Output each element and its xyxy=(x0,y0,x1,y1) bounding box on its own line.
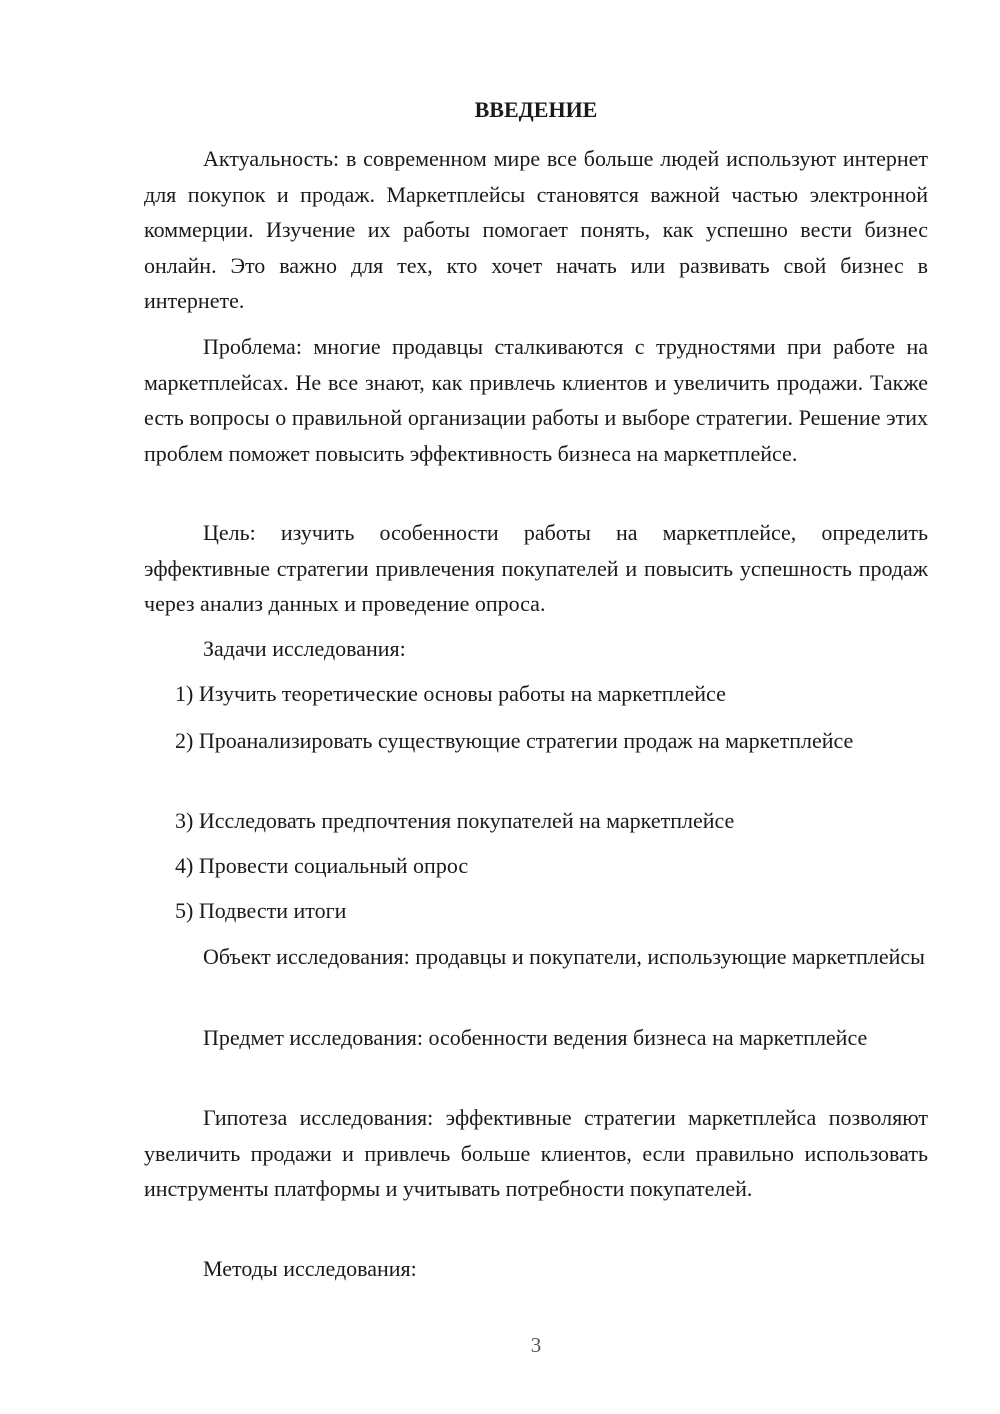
section-title: ВВЕДЕНИЕ xyxy=(474,97,598,122)
task-item-4: 4) Провести социальный опрос xyxy=(175,853,469,878)
paragraph-object: Объект исследования: продавцы и покупатели, использующие маркетплейсы xyxy=(203,944,925,969)
task-item-5: 5) Подвести итоги xyxy=(175,898,347,923)
paragraph-hypothesis: Гипотеза исследования: эффективные стратегии маркетплейса позволяют увеличить продажи и привлечь больше клиентов, если правильно использовать инструменты платформы и учитывать потребности покупателей. xyxy=(144,1105,928,1201)
task-item-2: 2) Проанализировать существующие стратегии продаж на маркетплейсе xyxy=(175,728,854,753)
paragraph-problem: Проблема: многие продавцы сталкиваются с трудностями при работе на маркетплейсах. Не все знают, как привлечь клиентов и увеличить продажи. Также есть вопросы о правильной организации работы и выборе стратегии. Решение этих проблем поможет повысить эффективность бизнеса на маркетплейсе. xyxy=(144,334,928,466)
paragraph-methods-heading: Методы исследования: xyxy=(203,1256,417,1281)
paragraph-subject: Предмет исследования: особенности ведения бизнеса на маркетплейсе xyxy=(203,1025,868,1050)
paragraph-goal: Цель: изучить особенности работы на маркетплейсе, определить эффективные стратегии привлечения покупателей и повысить успешность продаж через анализ данных и проведение опроса. xyxy=(144,520,928,616)
task-item-3: 3) Исследовать предпочтения покупателей на маркетплейсе xyxy=(175,808,735,833)
task-item-1: 1) Изучить теоретические основы работы на маркетплейсе xyxy=(175,681,726,706)
paragraph-tasks-heading: Задачи исследования: xyxy=(203,636,406,661)
paragraph-relevance: Актуальность: в современном мире все больше людей используют интернет для покупок и продаж. Маркетплейсы становятся важной частью электронной коммерции. Изучение их работы помогает понять, как успешно вести бизнес онлайн. Это важно для тех, кто хочет начать или развивать свой бизнес в интернете. xyxy=(144,146,928,313)
page-number: 3 xyxy=(530,1333,542,1357)
